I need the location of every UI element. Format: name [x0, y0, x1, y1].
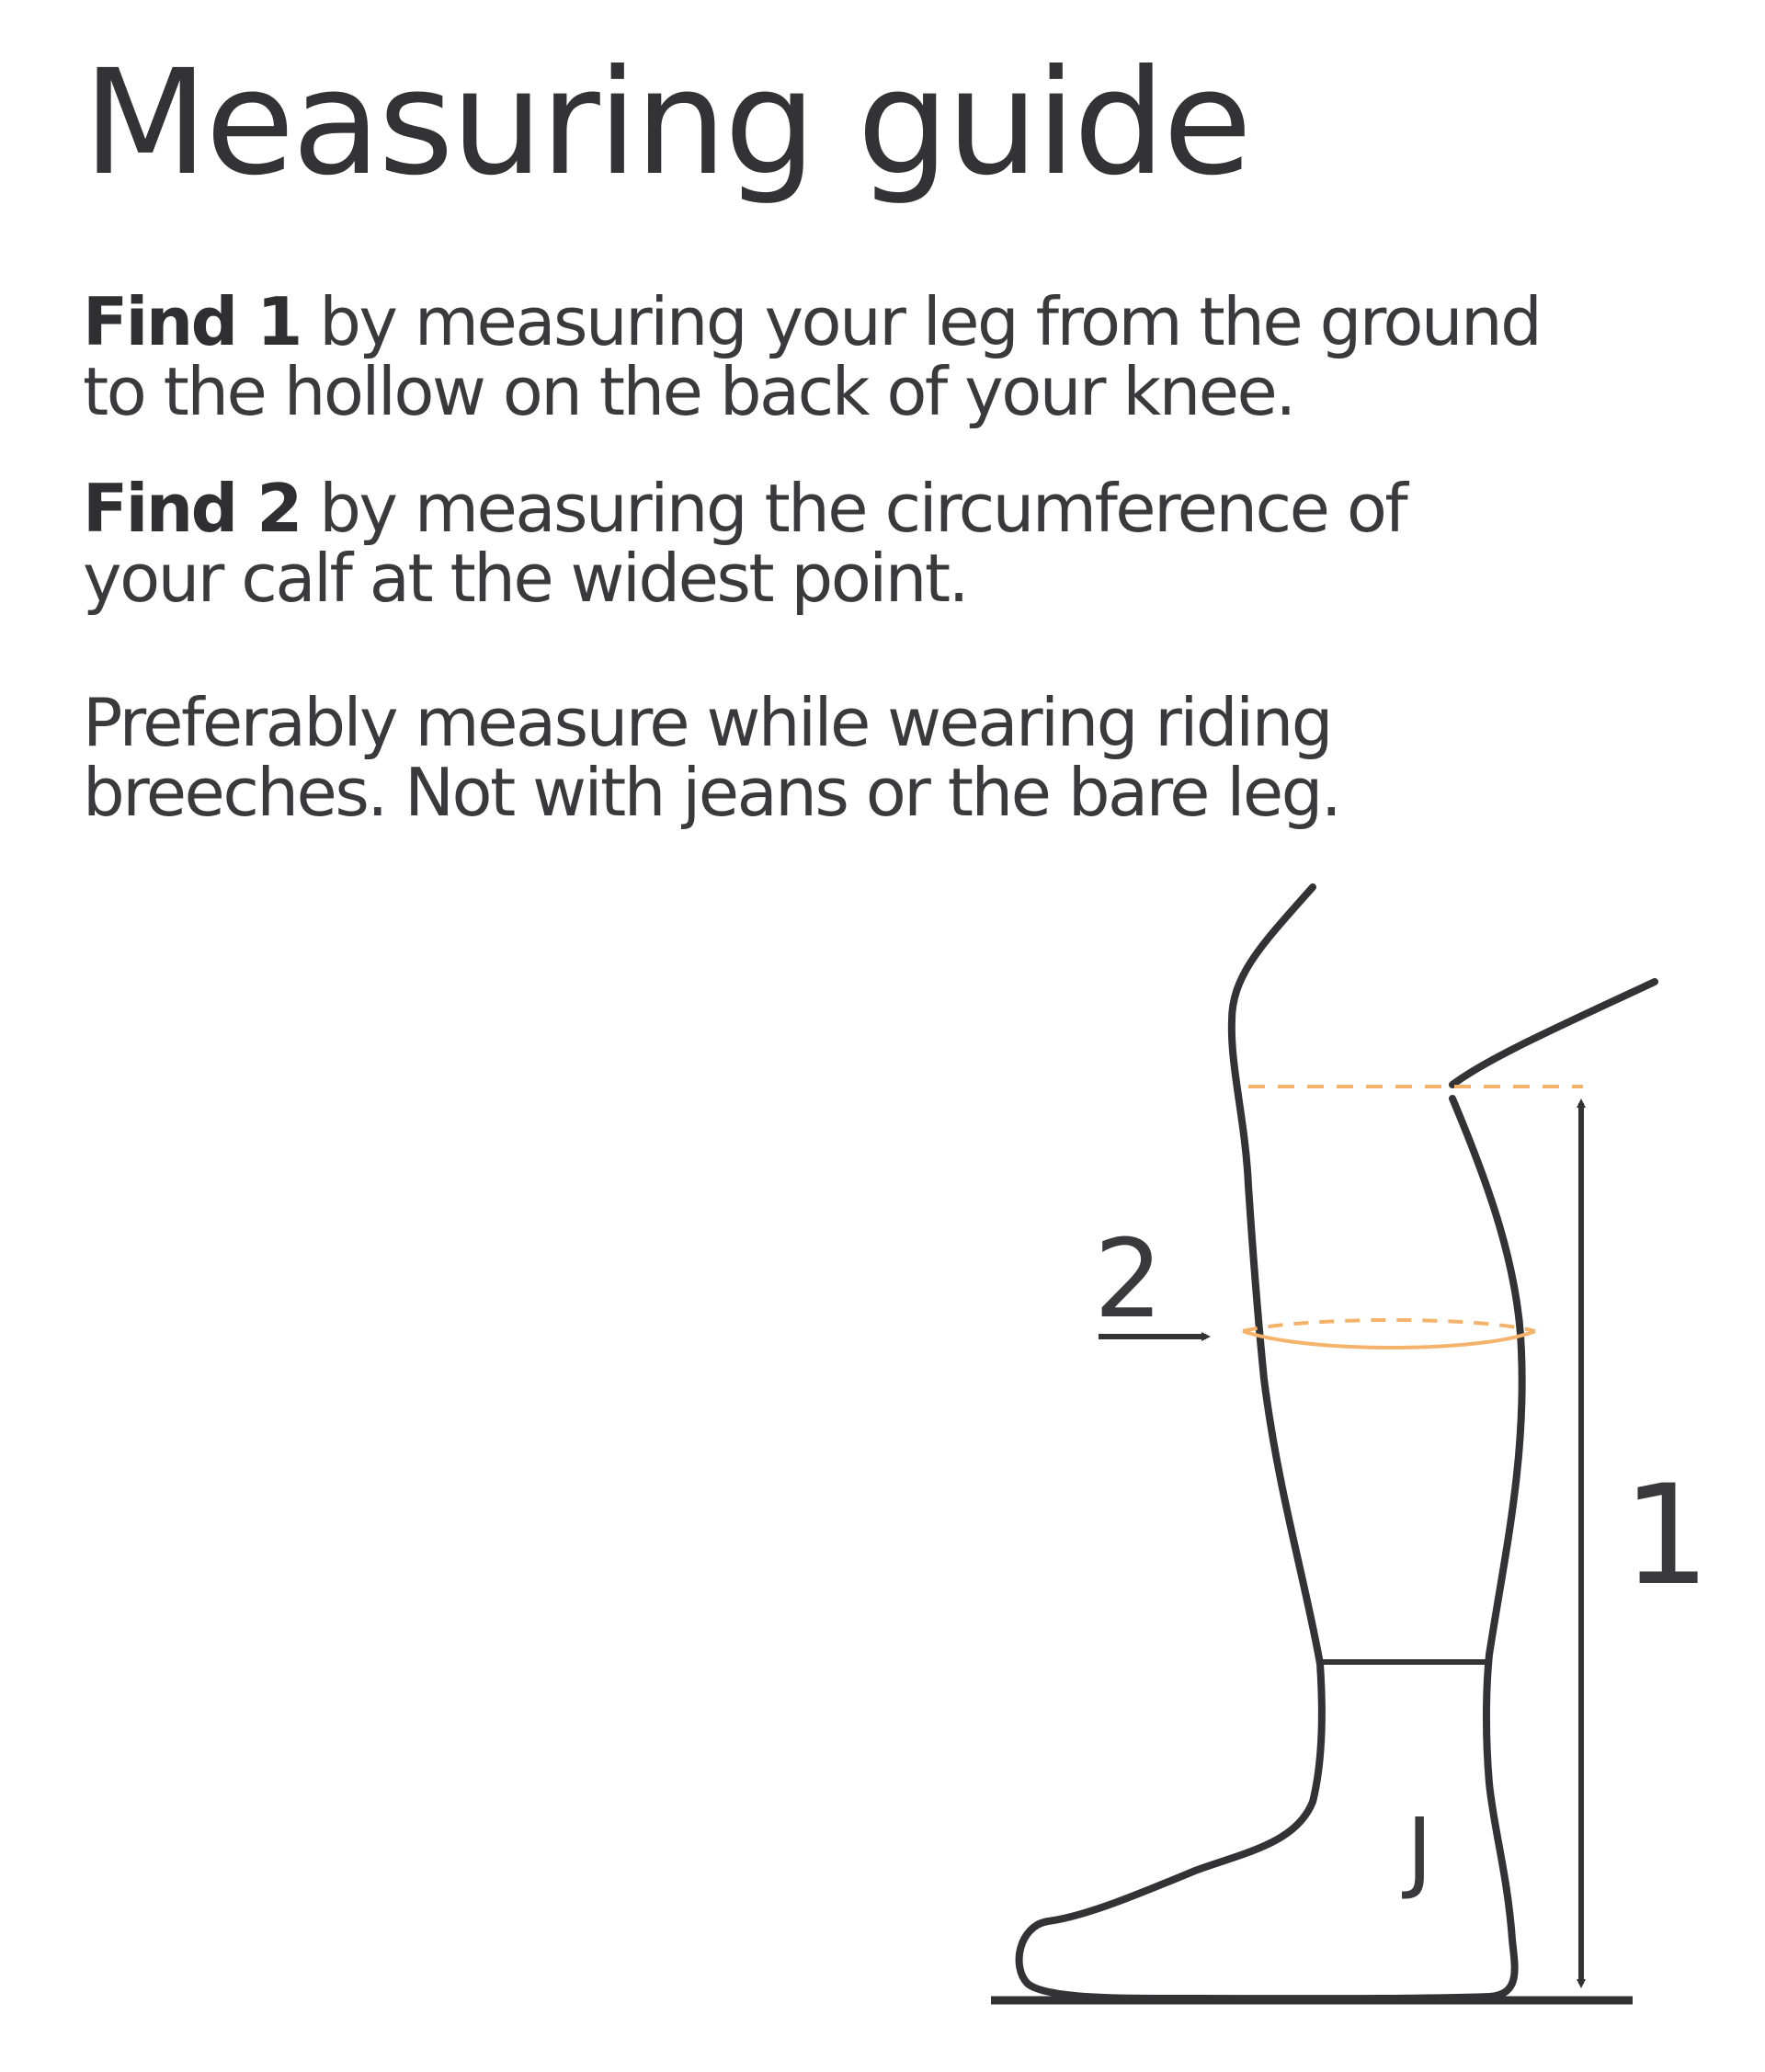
calf-label: 2: [1094, 1215, 1164, 1342]
instruction-find-1-line2: to the hollow on the back of your knee.: [83, 353, 1294, 430]
leg-back-outline: [1019, 887, 1522, 1998]
height-label: 1: [1623, 1456, 1711, 1616]
leg-front-outline: [1452, 982, 1655, 1085]
instruction-find-1-label: Find 1: [83, 283, 301, 360]
page-title: Measuring guide: [83, 39, 1250, 208]
instruction-find-2-label: Find 2: [83, 470, 301, 547]
instruction-note-line2: breeches. Not with jeans or the bare leg.: [83, 754, 1340, 831]
instruction-find-2: [83, 470, 1406, 617]
instruction-find-1: [83, 283, 1541, 430]
instruction-find-2-line2: your calf at the widest point.: [83, 540, 968, 617]
instruction-find-1-line1: by measuring your leg from the ground: [300, 283, 1541, 360]
instruction-note: [83, 684, 1340, 831]
calf-circumference-front: [1243, 1331, 1535, 1348]
instruction-note-line1: Preferably measure while wearing riding: [83, 684, 1331, 761]
calf-circumference-back: [1243, 1320, 1535, 1331]
sock-mark: J: [1406, 1799, 1433, 1902]
instruction-find-2-line1: by measuring the circumference of: [300, 470, 1406, 547]
